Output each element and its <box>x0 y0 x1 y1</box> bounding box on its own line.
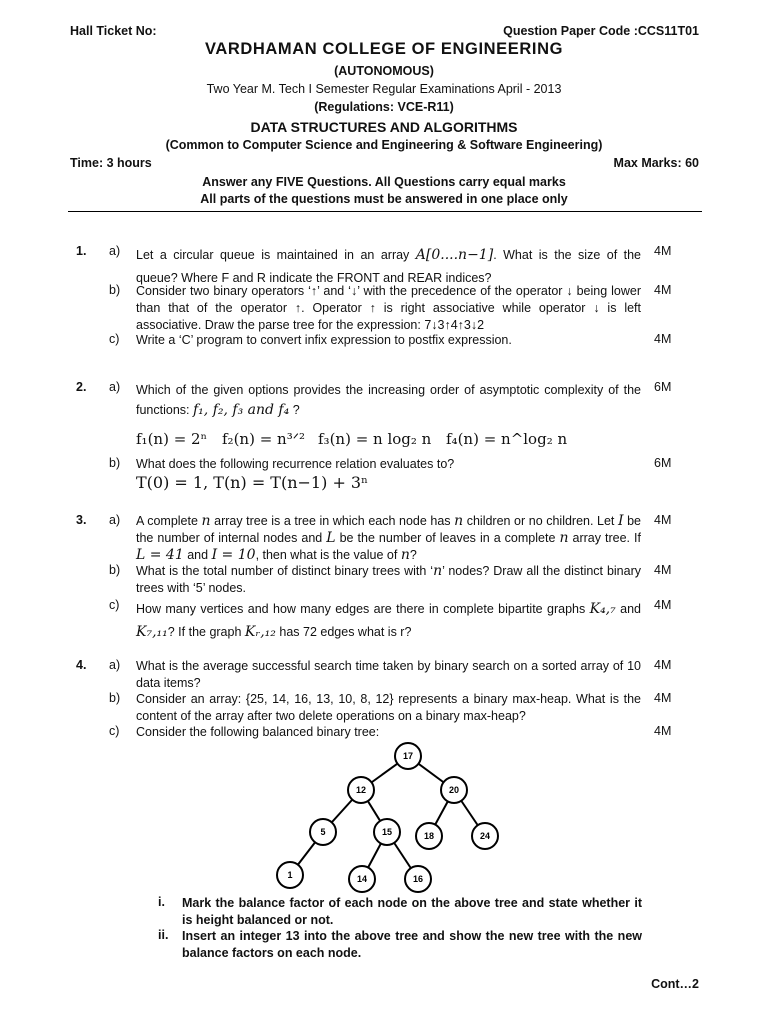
question-text: What does the following recurrence relation evaluates to? <box>136 457 455 471</box>
tree-node <box>395 743 421 769</box>
marks: 6M <box>654 456 672 470</box>
marks: 4M <box>654 598 672 612</box>
part-label: a) <box>109 380 121 394</box>
part-label: c) <box>109 332 120 346</box>
question-number: 3. <box>76 513 87 527</box>
hall-ticket-label: Hall Ticket No: <box>70 24 157 38</box>
part-label: b) <box>109 563 121 577</box>
common-note: (Common to Computer Science and Engineering & Software Engineering) <box>165 138 603 152</box>
part-label: a) <box>109 513 121 527</box>
marks: 4M <box>654 332 672 346</box>
tree-node <box>416 823 442 849</box>
subject-title: DATA STRUCTURES AND ALGORITHMS <box>250 119 518 135</box>
tree-node <box>374 819 400 845</box>
marks: 4M <box>654 283 672 297</box>
question-text: Consider an array: {25, 14, 16, 13, 10, 8, 12} represents a binary max-heap. What is the content of the array after two delete operations on a binary max-heap? <box>136 692 641 723</box>
svg-text:5: 5 <box>320 827 326 837</box>
autonomous-label: (AUTONOMOUS) <box>334 64 434 78</box>
question-text: Write a ‘C’ program to convert infix expression to postfix expression. <box>136 333 512 347</box>
marks: 4M <box>654 658 672 672</box>
part-label: c) <box>109 724 120 738</box>
exam-title: Two Year M. Tech I Semester Regular Examinations April - 2013 <box>206 82 562 96</box>
tree-node <box>405 866 431 892</box>
marks: 4M <box>654 724 672 738</box>
svg-text:24: 24 <box>479 831 491 841</box>
instruction-1: Answer any FIVE Questions. All Questions carry equal marks <box>202 175 566 189</box>
tree-node <box>277 862 303 888</box>
question-text: Which of the given options provides the increasing order of asymptotic complexity of the functions: f₁, f₂, f₃ and f₄ ? <box>136 383 641 418</box>
marks: 4M <box>654 513 672 527</box>
paper-code: Question Paper Code :CCS11T01 <box>503 24 699 38</box>
question-number: 4. <box>76 658 87 672</box>
balanced-binary-tree <box>270 736 510 896</box>
function-f4: f₄(n) = n^log₂ n <box>446 430 568 448</box>
marks: 4M <box>654 691 672 705</box>
part-label: b) <box>109 691 121 705</box>
instruction-2: All parts of the questions must be answered in one place only <box>200 192 568 206</box>
sub-part-label: i. <box>158 895 165 909</box>
question-number: 1. <box>76 244 87 258</box>
question-text: Let a circular queue is maintained in an array A[0....n−1]. What is the size of the queue? Where F and R indicate the FRONT and REAR indices? <box>136 247 642 285</box>
part-label: a) <box>109 658 121 672</box>
tree-node <box>310 819 336 845</box>
part-label: b) <box>109 283 121 297</box>
tree-node <box>441 777 467 803</box>
college-name: VARDHAMAN COLLEGE OF ENGINEERING <box>204 40 564 58</box>
part-label: b) <box>109 456 121 470</box>
svg-text:18: 18 <box>423 831 435 841</box>
question-number: 2. <box>76 380 87 394</box>
tree-node <box>472 823 498 849</box>
tree-node <box>349 866 375 892</box>
function-f2: f₂(n) = n³ᐟ² <box>222 430 306 448</box>
marks: 4M <box>654 244 672 258</box>
svg-text:14: 14 <box>356 874 368 884</box>
question-text: Consider the following balanced binary tree: <box>136 725 380 739</box>
svg-text:15: 15 <box>381 827 393 837</box>
regulations: (Regulations: VCE-R11) <box>314 100 454 114</box>
question-text: Insert an integer 13 into the above tree and show the new tree with the new balance factors on each node. <box>182 929 642 960</box>
question-text: A complete n array tree is a tree in which each node has n children or no children. Let I be the number of internal nodes and L be the number of leaves in a complete n array tree. If L = 41 and I = 10, then what is the value of n? <box>136 513 641 563</box>
header-divider <box>68 211 702 212</box>
svg-text:17: 17 <box>402 751 414 761</box>
recurrence-equation: T(0) = 1, T(n) = T(n−1) + 3ⁿ <box>136 473 369 492</box>
part-label: a) <box>109 244 121 258</box>
array-expression: A[0....n−1] <box>415 247 494 263</box>
function-f3: f₃(n) = n log₂ n <box>318 430 432 448</box>
svg-text:1: 1 <box>287 870 293 880</box>
svg-text:20: 20 <box>448 785 460 795</box>
tree-node <box>348 777 374 803</box>
question-text: What is the average successful search time taken by binary search on a sorted array of 10 data items? <box>136 659 641 690</box>
sub-part-label: ii. <box>158 928 169 942</box>
part-label: c) <box>109 598 120 612</box>
svg-text:16: 16 <box>412 874 424 884</box>
svg-text:12: 12 <box>355 785 367 795</box>
question-text: Mark the balance factor of each node on the above tree and state whether it is height balanced or not. <box>182 896 642 927</box>
continued-label: Cont…2 <box>651 977 699 991</box>
function-f1: f₁(n) = 2ⁿ <box>136 430 208 448</box>
marks: 4M <box>654 563 672 577</box>
marks: 6M <box>654 380 672 394</box>
question-text: How many vertices and how many edges are there in complete bipartite graphs K₄,₇ and K₇,₁₁? If the graph Kᵣ,₁₂ has 72 edges what is r? <box>136 601 641 640</box>
time-label: Time: 3 hours <box>70 156 152 170</box>
question-text: Consider two binary operators ‘↑’ and ‘↓’ with the precedence of the operator ↓ being lower than that of the operator ↑. Operator ↑ is right associative while operator ↓ is left associative. Draw the parse tree for the expression: 7↓3↑4↑3↓2 <box>136 284 641 332</box>
function-list: f₁, f₂, f₃ and f₄ <box>193 402 290 418</box>
max-marks: Max Marks: 60 <box>613 156 699 170</box>
question-text: What is the total number of distinct binary trees with ‘n’ nodes? Draw all the distinct binary trees with ‘5’ nodes. <box>136 563 641 595</box>
